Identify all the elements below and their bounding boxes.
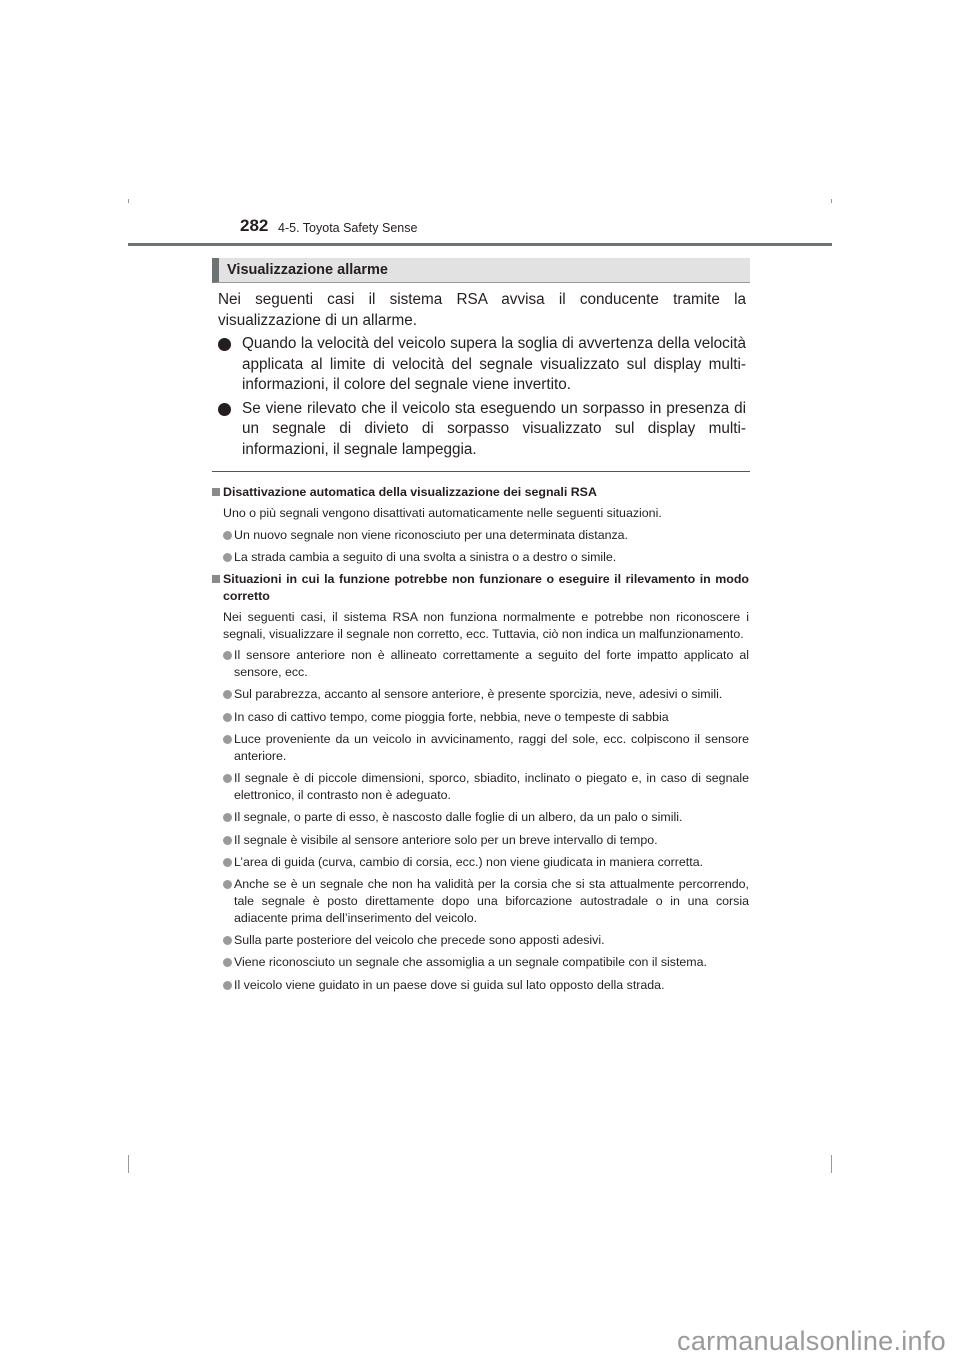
crop-mark xyxy=(831,199,832,203)
bullet-icon xyxy=(223,713,232,722)
page-number: 282 xyxy=(240,216,269,235)
list-item: Il veicolo viene guidato in un paese dove si guida sul lato opposto della strada. xyxy=(212,977,749,994)
bullet-icon xyxy=(223,836,232,845)
list-item: Luce proveniente da un veicolo in avvicinamento, raggi del sole, ecc. colpiscono il sensore anteriore. xyxy=(212,731,749,765)
list-item: Sul parabrezza, accanto al sensore anteriore, è presente sporcizia, neve, adesivi o simili. xyxy=(212,686,749,703)
section-heading: Visualizzazione allarme xyxy=(212,258,750,283)
list-item: Il sensore anteriore non è allineato correttamente a seguito del forte impatto applicato al sensore, ecc. xyxy=(212,647,749,681)
bullet-icon xyxy=(218,403,231,416)
bullet-icon xyxy=(223,735,232,744)
bullet-icon xyxy=(223,858,232,867)
bullet-icon xyxy=(218,338,231,351)
intro-text: Nei seguenti casi il sistema RSA avvisa il conducente tramite la visualizzazione di un allarme. xyxy=(218,291,746,329)
bullet-icon xyxy=(223,531,232,540)
crop-mark xyxy=(128,1155,129,1173)
list-item: Viene riconosciuto un segnale che assomiglia a un segnale compatibile con il sistema. xyxy=(212,954,749,971)
chapter-title: 4-5. Toyota Safety Sense xyxy=(278,221,418,235)
bullet-icon xyxy=(223,880,232,889)
bullet-icon xyxy=(223,958,232,967)
main-content xyxy=(218,290,746,463)
note-text: Uno o più segnali vengono disattivati automaticamente nelle seguenti situazioni. xyxy=(223,505,662,520)
list-item: Il segnale è visibile al sensore anteriore solo per un breve intervallo di tempo. xyxy=(212,832,749,849)
bullet-icon xyxy=(223,690,232,699)
list-item: Il segnale, o parte di esso, è nascosto dalle foglie di un albero, da un palo o simili. xyxy=(212,809,749,826)
bullet-icon xyxy=(223,553,232,562)
bullet-icon xyxy=(223,651,232,660)
list-item: Quando la velocità del veicolo supera la soglia di avvertenza della velocità applicata al limite di velocità del segnale visualizzato sul display multi-informazioni, il colore del segnale viene invertito. xyxy=(218,334,746,396)
list-item: Anche se è un segnale che non ha validità per la corsia che si sta attualmente percorrendo, tale segnale è posto direttamente dopo una biforcazione autostradale o in una corsia adiacente prima dell’inserimento del veicolo. xyxy=(212,876,749,926)
header-divider xyxy=(128,243,832,246)
bullet-icon xyxy=(223,981,232,990)
watermark: carmanualsonline.info xyxy=(677,1326,946,1356)
note-heading: Disattivazione automatica della visualizzazione dei segnali RSA xyxy=(212,484,749,501)
crop-mark xyxy=(831,1155,832,1173)
crop-mark xyxy=(128,199,129,203)
list-item: La strada cambia a seguito di una svolta a sinistra o a destro o simile. xyxy=(212,549,749,566)
list-item: Se viene rilevato che il veicolo sta eseguendo un sorpasso in presenza di un segnale di divieto di sorpasso visualizzato sul display multi-informazioni, il segnale lampeggia. xyxy=(218,399,746,461)
list-item: In caso di cattivo tempo, come pioggia forte, nebbia, neve o tempeste di sabbia xyxy=(212,709,749,726)
list-item: Il segnale è di piccole dimensioni, sporco, sbiadito, inclinato o piegato e, in caso di segnale elettronico, il contrasto non è adeguato. xyxy=(212,770,749,804)
square-bullet-icon xyxy=(212,575,220,583)
list-item: Un nuovo segnale non viene riconosciuto per una determinata distanza. xyxy=(212,527,749,544)
square-bullet-icon xyxy=(212,488,220,496)
divider xyxy=(212,471,750,472)
bullet-icon xyxy=(223,813,232,822)
note-text: Nei seguenti casi, il sistema RSA non funziona normalmente e potrebbe non riconoscere i segnali, visualizzare il segnale non corretto, ecc. Tuttavia, ciò non indica un malfunzionamento. xyxy=(223,609,749,641)
bullet-icon xyxy=(223,936,232,945)
note-heading: Situazioni in cui la funzione potrebbe non funzionare o eseguire il rilevamento in modo corretto xyxy=(212,571,749,605)
notes xyxy=(212,484,749,999)
list-item: Sulla parte posteriore del veicolo che precede sono apposti adesivi. xyxy=(212,932,749,949)
list-item: L’area di guida (curva, cambio di corsia, ecc.) non viene giudicata in maniera corretta. xyxy=(212,854,749,871)
bullet-icon xyxy=(223,774,232,783)
